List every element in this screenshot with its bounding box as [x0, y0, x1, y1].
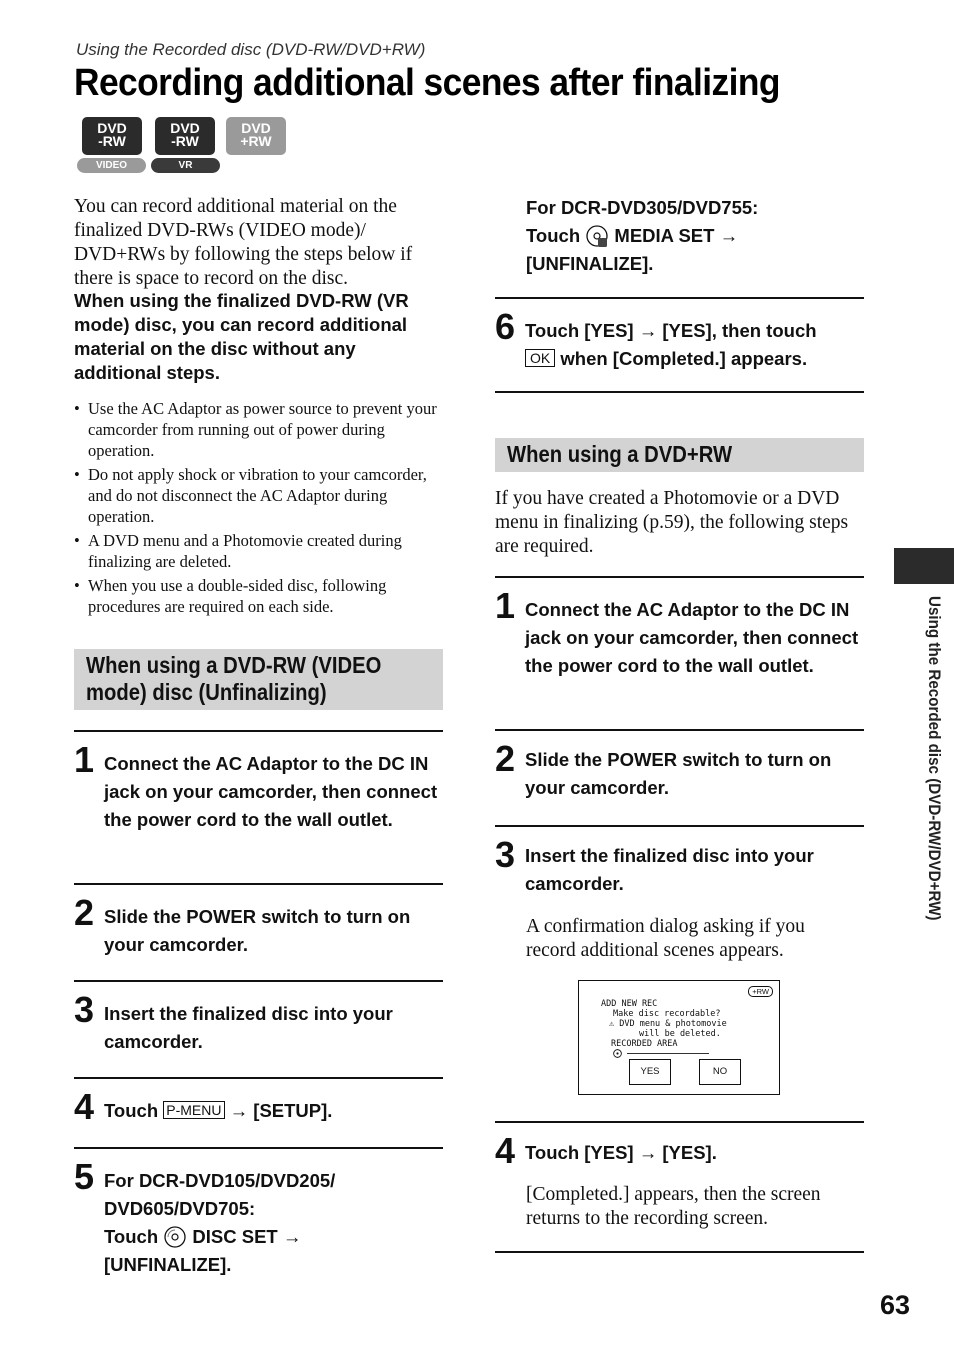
intro-paragraph: You can record additional material on the finalized DVD-RWs (VIDEO mode)/ DVD+RWs by following the steps below if there is space to record on the disc. [74, 196, 413, 289]
note-item: • Use the AC Adaptor as power source to prevent your camcorder from running out of power during operation. [74, 398, 444, 461]
step-text: Touch [YES] → [YES], then touch OK when [Completed.] appears. [525, 320, 817, 369]
note-item: • A DVD menu and a Photomovie created during finalizing are deleted. [74, 530, 444, 572]
step-number: 2 [74, 892, 95, 933]
step-text: Slide the POWER switch to turn on your camcorder. [525, 749, 832, 798]
dvd-rw-vr-badge: DVD -RW [155, 117, 215, 155]
step-number: 5 [74, 1156, 95, 1197]
plus-step-3 [495, 834, 865, 907]
divider [495, 1121, 864, 1123]
note-item: • Do not apply shock or vibration to your camcorder, and do not disconnect the AC Adaptor during operation. [74, 464, 444, 527]
rw-step-2 [74, 892, 444, 965]
step-number: 6 [495, 306, 516, 347]
recorded-area-bar [627, 1053, 709, 1054]
divider [74, 730, 443, 732]
dvd-plus-rw-section-heading: When using a DVD+RW [495, 438, 864, 472]
rw-step-6 [495, 306, 865, 379]
step-text: Insert the finalized disc into your camcorder. [525, 845, 814, 894]
vr-mode-pill: VR [151, 158, 220, 173]
dialog-question: Make disc recordable? [613, 1009, 721, 1019]
plus-rw-intro: If you have created a Photomovie or a DVD menu in finalizing (p.59), the following steps are required. [495, 488, 849, 557]
yes-button[interactable]: YES [629, 1059, 671, 1085]
dialog-warning-cont: will be deleted. [639, 1029, 721, 1039]
section-title: Using the Recorded disc (DVD-RW/DVD+RW) [76, 40, 426, 59]
step-text: Touch [YES] → [YES]. [525, 1142, 717, 1163]
divider [495, 825, 864, 827]
plus-step-1 [495, 585, 865, 718]
dvd-plus-rw-badge: DVD +RW [226, 117, 286, 155]
divider [495, 1251, 864, 1253]
rw-step-1 [74, 739, 444, 872]
step-number: 4 [495, 1130, 516, 1171]
plus-step-2 [495, 738, 865, 811]
step-text: Connect the AC Adaptor to the DC IN jack on your camcorder, then connect the power cord to the wall outlet. [525, 599, 859, 676]
step-text: Touch P-MENU → [SETUP]. [104, 1100, 333, 1121]
rw-step-3 [74, 989, 444, 1062]
step-number: 4 [74, 1086, 95, 1127]
plus-step-3-body: A confirmation dialog asking if you record additional scenes appears. [526, 916, 805, 961]
dialog-title: ADD NEW REC [601, 999, 658, 1009]
step-text: Connect the AC Adaptor to the DC IN jack on your camcorder, then connect the power cord to the wall outlet. [104, 753, 438, 830]
divider [74, 980, 443, 982]
divider [495, 576, 864, 578]
recorded-area-label: RECORDED AREA [611, 1039, 678, 1049]
divider [74, 1147, 443, 1149]
confirmation-dialog-illustration [578, 980, 780, 1095]
step-text: Insert the finalized disc into your camcorder. [104, 1003, 393, 1052]
intro-bold-note: When using the finalized DVD-RW (VR mode) disc, you can record additional material on the disc without any additional steps. [74, 290, 409, 383]
step-text: Slide the POWER switch to turn on your camcorder. [104, 906, 411, 955]
chapter-side-label: Using the Recorded disc (DVD-RW/DVD+RW) [925, 596, 943, 921]
step-number: 3 [74, 989, 95, 1030]
note-item: • When you use a double-sided disc, following procedures are required on each side. [74, 575, 444, 617]
divider [74, 883, 443, 885]
disc-small-icon [613, 1049, 622, 1058]
p-menu-button-glyph: P-MENU [163, 1101, 224, 1119]
no-button[interactable]: NO [699, 1059, 741, 1085]
plus-rw-icon: +RW [748, 986, 773, 997]
rw-step-5-continued: For DCR-DVD305/DVD755: Touch MEDIA SET → [UNFINALIZE]. [526, 197, 759, 274]
plus-step-4-body: [Completed.] appears, then the screen returns to the recording screen. [526, 1184, 821, 1229]
step-number: 2 [495, 738, 516, 779]
plus-step-4 [495, 1130, 865, 1183]
disc-icon [163, 1225, 187, 1249]
divider [495, 729, 864, 731]
step-number: 1 [495, 585, 516, 626]
page-title: Recording additional scenes after finalizing [74, 62, 780, 104]
step-number: 1 [74, 739, 95, 780]
dvd-rw-video-badge: DVD -RW [82, 117, 142, 155]
rw-step-4 [74, 1086, 444, 1139]
step-text: For DCR-DVD105/DVD205/ DVD605/DVD705: Touch DISC SET → [UNFINALIZE]. [104, 1170, 336, 1275]
page-number: 63 [880, 1290, 911, 1320]
dvd-rw-section-heading: When using a DVD-RW (VIDEO mode) disc (Unfinalizing) [74, 649, 443, 710]
chapter-tab [894, 548, 954, 584]
step-number: 3 [495, 834, 516, 875]
ok-button-glyph: OK [525, 349, 555, 367]
divider [495, 391, 864, 393]
disc-settings-icon [585, 224, 609, 248]
divider [74, 1077, 443, 1079]
notes-list [74, 398, 444, 620]
dialog-warning: ⚠ DVD menu & photomovie [609, 1019, 727, 1029]
rw-step-5 [74, 1156, 444, 1279]
video-mode-pill: VIDEO [77, 158, 146, 173]
divider [495, 297, 864, 299]
